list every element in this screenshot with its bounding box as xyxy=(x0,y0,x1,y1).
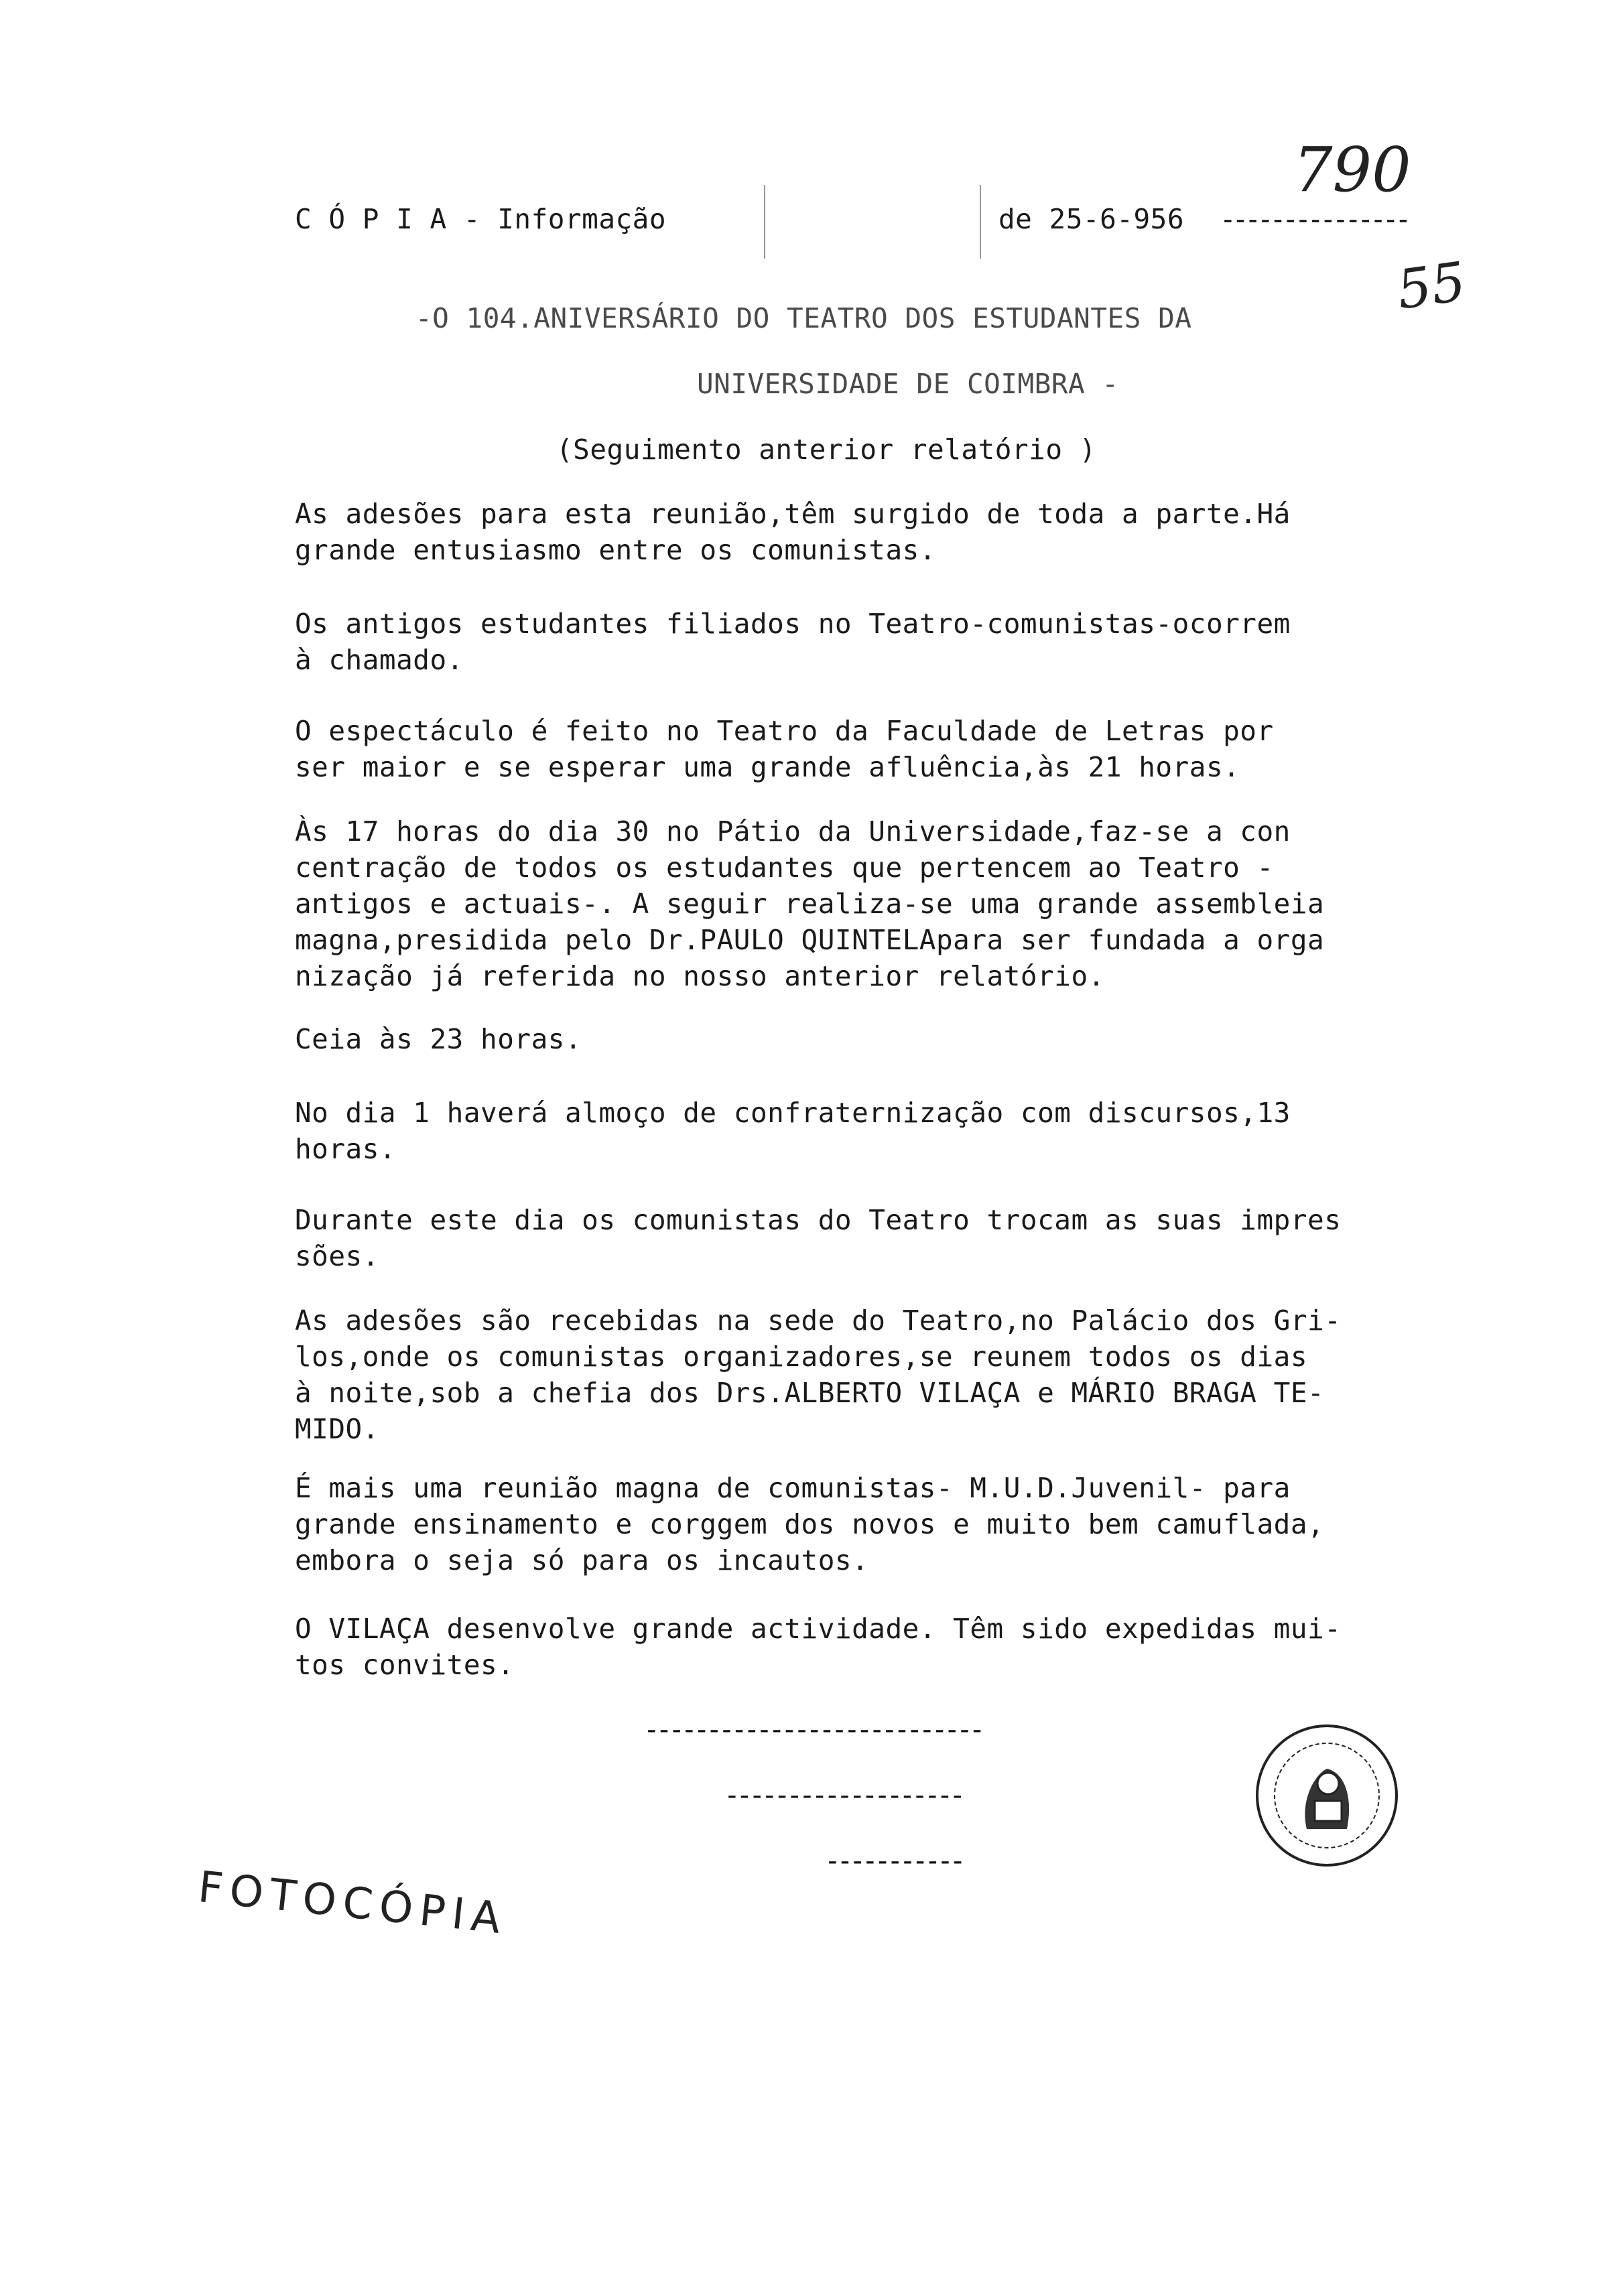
paragraph-4-line: antigos e actuais-. A seguir realiza-se uma grande assembleia xyxy=(295,888,1325,920)
paragraph-10-line: tos convites. xyxy=(295,1649,515,1681)
paragraph-7-line: Durante este dia os comunistas do Teatro trocam as suas impres xyxy=(295,1204,1342,1236)
handwritten-number: 790 xyxy=(1293,134,1411,206)
paragraph-4-line: magna,presidida pelo Dr.PAULO QUINTELApara ser fundada a orga xyxy=(295,924,1325,956)
paragraph-9-line: embora o seja só para os incautos. xyxy=(295,1544,869,1576)
paragraph-9-line: grande ensinamento e corggem dos novos e muito bem camuflada, xyxy=(295,1508,1325,1540)
paragraph-4-line: centração de todos os estudantes que pertencem ao Teatro - xyxy=(295,852,1274,884)
paragraph-8-line: à noite,sob a chefia dos Drs.ALBERTO VILAÇA e MÁRIO BRAGA TE- xyxy=(295,1377,1325,1409)
paragraph-1-line: As adesões para esta reunião,têm surgido de toda a parte.Há xyxy=(295,498,1291,530)
paragraph-1-line: grande entusiasmo entre os comunistas. xyxy=(295,534,936,566)
subtitle: (Seguimento anterior relatório ) xyxy=(556,433,1096,466)
document-date: de 25-6-956 xyxy=(998,203,1185,235)
document-label: C Ó P I A - Informação xyxy=(295,203,667,235)
paragraph-2-line: à chamado. xyxy=(295,644,464,676)
fotocopia-stamp: FOTOCÓPIA xyxy=(196,1863,510,1944)
round-seal-stamp xyxy=(1253,1722,1401,1869)
signature-line-3: ----------- xyxy=(824,1844,962,1877)
paragraph-8-line: As adesões são recebidas na sede do Teatro,no Palácio dos Gri- xyxy=(295,1304,1342,1337)
signature-line-2: ------------------- xyxy=(724,1779,962,1811)
paragraph-3-line: ser maior e se esperar uma grande afluência,às 21 horas. xyxy=(295,751,1240,783)
paragraph-8-line: los,onde os comunistas organizadores,se reunem todos os dias xyxy=(295,1341,1308,1373)
paragraph-4-line: nização já referida no nosso anterior relatório. xyxy=(295,960,1105,992)
paragraph-10-line: O VILAÇA desenvolve grande actividade. Têm sido expedidas mui- xyxy=(295,1613,1342,1645)
paragraph-9-line: É mais uma reunião magna de comunistas- M.U.D.Juvenil- para xyxy=(295,1472,1291,1504)
title-line-1: -O 104.ANIVERSÁRIO DO TEATRO DOS ESTUDANTES DA xyxy=(415,302,1192,334)
paragraph-6-line: horas. xyxy=(295,1133,397,1165)
paragraph-7-line: sões. xyxy=(295,1240,379,1272)
handwritten-mark: 55 xyxy=(1393,250,1470,322)
signature-line-1: --------------------------- xyxy=(643,1713,982,1745)
title-line-2: UNIVERSIDADE DE COIMBRA - xyxy=(697,368,1119,400)
paragraph-6-line: No dia 1 haverá almoço de confraternização com discursos,13 xyxy=(295,1097,1291,1129)
paragraph-4-line: Às 17 horas do dia 30 no Pátio da Universidade,faz-se a con xyxy=(295,815,1291,848)
paragraph-5-line: Ceia às 23 horas. xyxy=(295,1023,582,1055)
paragraph-2-line: Os antigos estudantes filiados no Teatro-comunistas-ocorrem xyxy=(295,608,1291,640)
date-dashes: --------------- xyxy=(1220,203,1408,235)
paragraph-3-line: O espectáculo é feito no Teatro da Faculdade de Letras por xyxy=(295,715,1274,747)
paragraph-8-line: MIDO. xyxy=(295,1413,379,1445)
redacted-field xyxy=(764,185,981,259)
